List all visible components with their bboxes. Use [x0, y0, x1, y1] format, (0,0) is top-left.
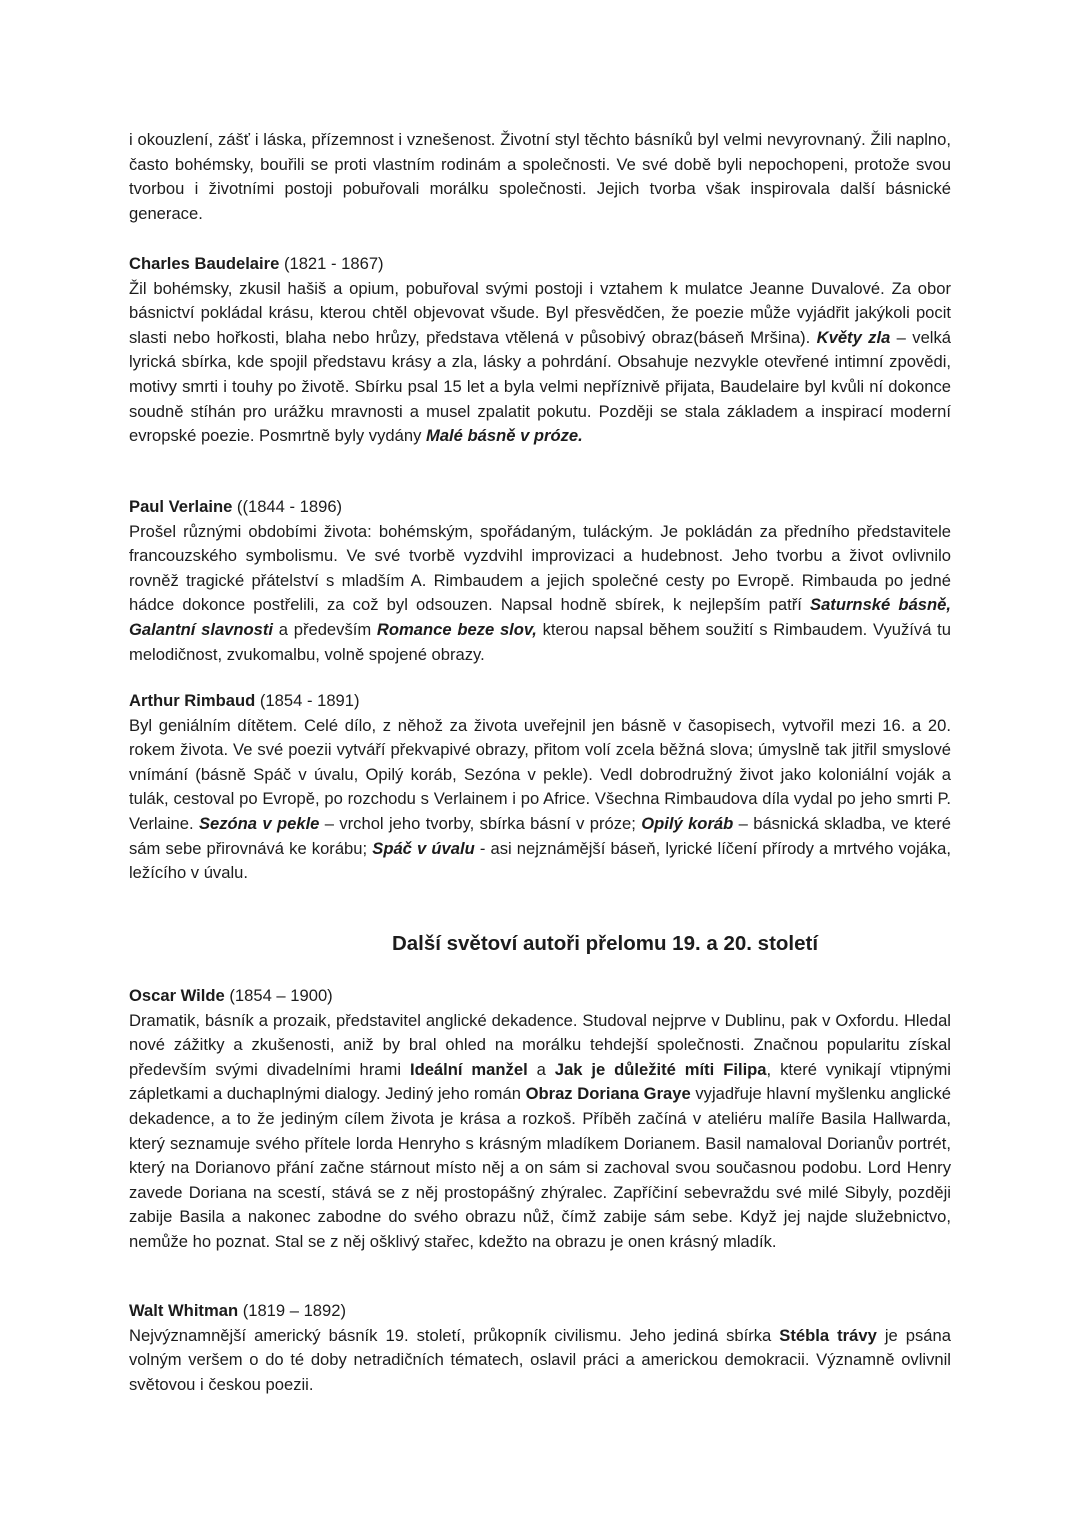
section-rimbaud [129, 689, 951, 886]
body-text: Nejvýznamnější americký básník 19. století, průkopník civilismu. Jeho jediná sbírka [129, 1325, 780, 1345]
work-title: Spáč v úvalu [372, 838, 475, 858]
author-dates: ((1844 - 1896) [232, 497, 343, 516]
author-name: Paul Verlaine [129, 497, 233, 516]
rimbaud-body [129, 714, 951, 886]
body-text: Žil bohémsky, zkusil hašiš a opium, pobuřoval svými postoji i vztahem k mulatce Jeanne Duvalové. Za obor básnictví pokládal krásu, kterou chtěl objevovat všude. Byl přesvědčen, že poezie může vyjádřit jakýkoli pocit slasti nebo hořkosti, blaha nebo hrůzy, představa vtělená v působivý obraz(báseň Mršina). [129, 278, 951, 347]
rimbaud-heading [129, 689, 951, 714]
body-text: a především [273, 619, 377, 639]
body-text: – vrchol jeho tvorby, sbírka básní v próze; [319, 813, 642, 833]
author-dates: (1854 - 1891) [255, 691, 360, 710]
work-title: Ideální manžel [409, 1059, 528, 1079]
wilde-body [129, 1009, 951, 1255]
whitman-body [129, 1324, 951, 1398]
author-dates: (1854 – 1900) [224, 986, 333, 1005]
work-title: Květy zla [816, 327, 891, 347]
work-title: Romance beze slov, [376, 619, 537, 639]
author-name: Arthur Rimbaud [129, 691, 256, 710]
author-dates: (1821 - 1867) [279, 254, 384, 273]
body-text: vyjadřuje hlavní myšlenku anglické dekadence, a to že jediným cílem života je krása a rozkoš. Příběh začíná v ateliéru malíře Basila Hallwarda, který seznamuje svého přítele lorda Henryho s krásným mladíkem Dorianem. Basil namaloval Dorianův portrét, který na Dorianovo přání začne stárnout místo něj a on sám si zachoval svou současnou podobu. Lord Henry zavede Doriana na scestí, stává se z něj prostopášný zhýralec. Zapříčiní sebevraždu své milé Sibyly, později zabije Basila a nakonec zabodne do svého obrazu nůž, čímž zabije sám sebe. Když jej najde služebnictvo, nemůže ho poznat. Stal se z něj ošklivý stařec, kdežto na obrazu je onen krásný mladík. [129, 1084, 951, 1251]
section-verlaine [129, 495, 951, 667]
baudelaire-body [129, 277, 951, 449]
section-whitman [129, 1299, 951, 1397]
body-text: Byl geniálním dítětem. Celé dílo, z něhož za života uveřejnil jen básně v časopisech, vytvořil mezi 16. a 20. rokem života. Ve své poezii vytváří překvapivé obrazy, přitom volí zcela běžná slova; úmyslně tak jitřil smyslové vnímání (básně Spáč v úvalu, Opilý koráb, Sezóna v pekle). Vedl dobrodružný život jako koloniální voják a tulák, cestoval po Evropě, po rozchodu s Verlainem i po Africe. Všechna Rimbaudova díla vydal po jeho smrti P. Verlaine. [129, 715, 951, 833]
work-title: Obraz Doriana Graye [525, 1084, 691, 1104]
wilde-heading [129, 984, 951, 1009]
body-text: kterou napsal během soužití s Rimbaudem. Využívá tu melodičnost, zvukomalbu, volně spojené obrazy. [129, 619, 951, 664]
body-text: - asi nejznámější báseň, lyrické líčení přírody a mrtvého vojáka, ležícího v úvalu. [129, 838, 952, 883]
whitman-heading [129, 1299, 951, 1324]
body-text: Prošel různými obdobími života: bohémským, spořádaným, tuláckým. Je pokládán za předního představitele francouzského symbolismu. Ve své tvorbě vyzdvihl improvizaci a hudebnost. Jeho tvorbu a život ovlivnilo rovněž tragické přátelství s mladším A. Rimbaudem a jejich společné cesty po Evropě. Rimbauda po jedné hádce dokonce postřelili, za což byl odsouzen. Napsal hodně sbírek, k nejlepším patří [129, 521, 951, 615]
section-baudelaire [129, 252, 951, 449]
author-name: Charles Baudelaire [129, 254, 280, 273]
intro-paragraph [129, 128, 951, 226]
body-text: – básnická skladba, ve které sám sebe přirovnává ke korábu; [129, 813, 951, 858]
work-title: Opilý koráb [641, 813, 734, 833]
verlaine-heading [129, 495, 951, 520]
verlaine-body [129, 520, 951, 668]
author-dates: (1819 – 1892) [238, 1301, 347, 1320]
baudelaire-heading [129, 252, 951, 277]
work-title: Saturnské básně, Galantní slavnosti [129, 595, 952, 639]
author-name: Oscar Wilde [129, 986, 225, 1005]
body-text: – velká lyrická sbírka, kde spojil představu krásy a zla, lásky a pohrdání. Obsahuje nezvykle otevřené intimní zpovědi, motivy smrti i touhy po životě. Sbírku psal 15 let a byla velmi nepříznivě přijata, Baudelaire byl kvůli ní dokonce soudně stíhán pro urážku mravnosti a musel zpalatit pokutu. Později se stala základem a inspirací moderní evropské poezie. Posmrtně byly vydány [129, 327, 952, 446]
body-text: a [527, 1059, 555, 1079]
work-title: Stébla trávy [779, 1325, 877, 1345]
body-text: , které vynikají vtipnými zápletkami a duchaplnými dialogy. Jediný jeho román [129, 1059, 951, 1104]
work-title: Sezóna v pekle [198, 813, 320, 833]
section-wilde [129, 984, 951, 1255]
work-title: Malé básně v próze. [426, 426, 583, 446]
work-title: Jak je důležité míti Filipa [554, 1059, 767, 1079]
body-text: je psána volným veršem o do té doby netradičních tématech, oslavil práci a americkou demokracii. Významně ovlivnil světovou i českou poezii. [129, 1325, 951, 1394]
section-heading: Další světoví autoři přelomu 19. a 20. století [391, 932, 819, 955]
intro-text: i okouzlení, zášť i láska, přízemnost i vznešenost. Životní styl těchto básníků byl velmi nevyrovnaný. Žili naplno, často bohémsky, bouřili se proti vlastním rodinám a společnosti. Ve své době byli nepochopeni, protože svou tvorbou i životními postoji pobuřovali morálku společnosti. Jejich tvorba však inspirovala další básnické generace. [129, 130, 951, 223]
author-name: Walt Whitman [129, 1301, 239, 1320]
body-text: Dramatik, básník a prozaik, představitel anglické dekadence. Studoval nejprve v Dublinu, pak v Oxfordu. Hledal nové zážitky a zkušenosti, aniž by bral ohled na morálku tehdejší společnosti. Značnou popularitu získal především svými divadelními hrami [129, 1010, 951, 1079]
